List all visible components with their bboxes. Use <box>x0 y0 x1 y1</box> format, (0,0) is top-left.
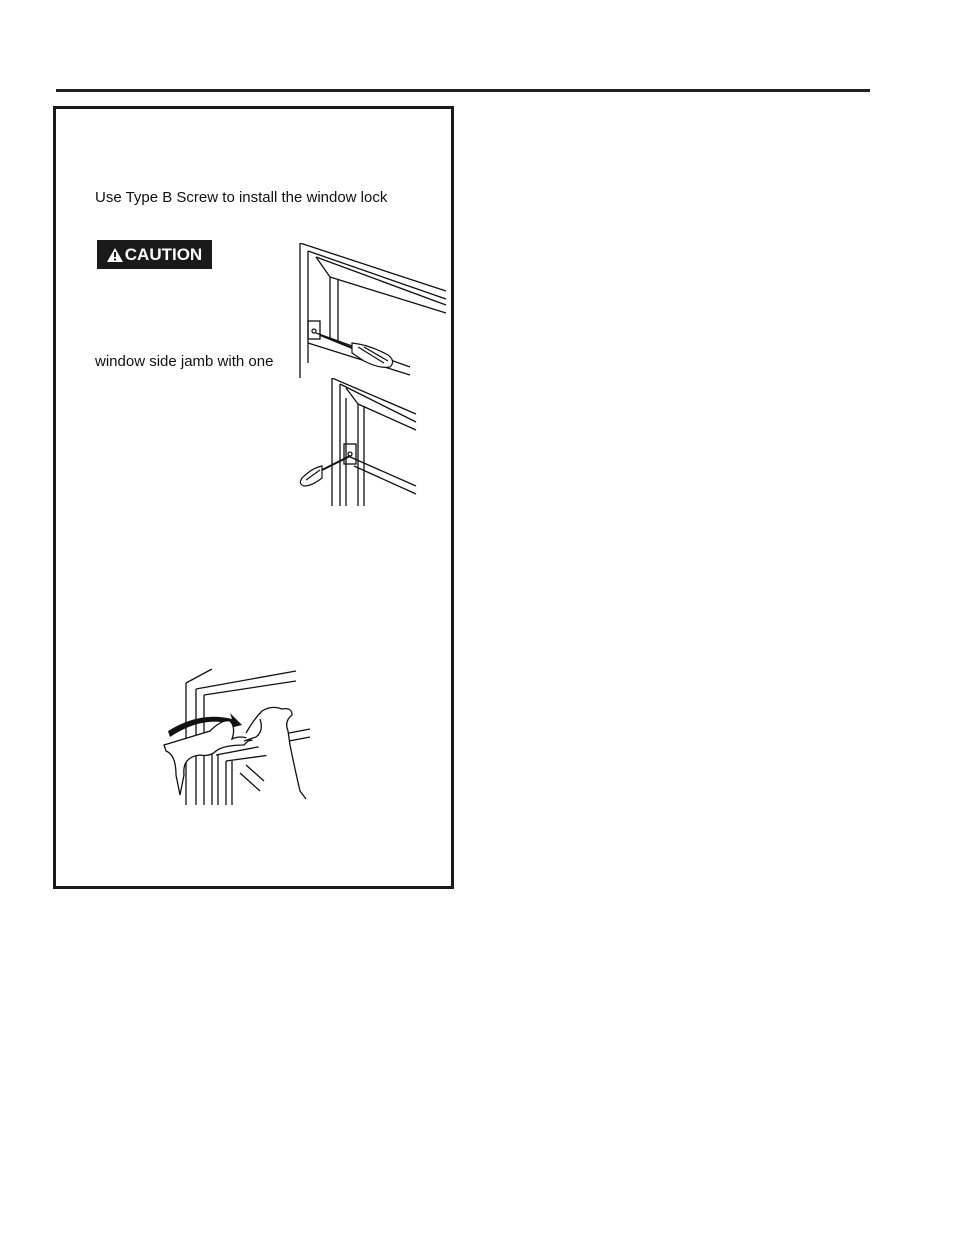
instruction-text-window-lock: Use Type B Screw to install the window lock <box>95 189 388 206</box>
caution-badge <box>97 240 212 269</box>
header-rule <box>56 89 870 92</box>
window-open-illustration <box>160 665 315 810</box>
warning-triangle-icon <box>107 248 123 262</box>
window-lock-illustration-top <box>298 243 448 378</box>
instruction-text-side-jamb: window side jamb with one <box>95 353 274 370</box>
window-lock-illustration-bottom <box>298 378 418 506</box>
caution-label: CAUTION <box>124 244 203 264</box>
